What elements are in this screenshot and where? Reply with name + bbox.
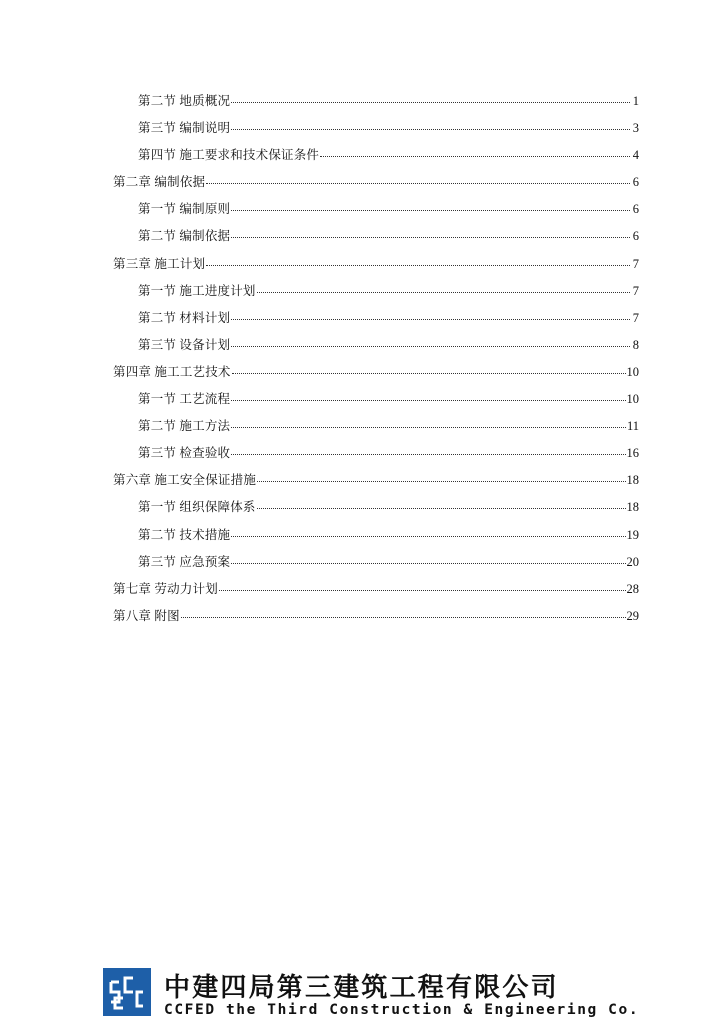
toc-page-number: 28 — [626, 581, 639, 596]
toc-page-number: 11 — [626, 419, 639, 434]
toc-page-number: 6 — [632, 229, 639, 244]
toc-dot-leader — [206, 265, 630, 266]
toc-dot-leader — [231, 536, 625, 537]
toc-dot-leader — [231, 210, 630, 211]
toc-entry-label: 第一节 工艺流程 — [138, 392, 231, 407]
toc-section-row[interactable] — [113, 443, 639, 470]
toc-dot-leader — [181, 617, 626, 618]
company-name-chinese: 中建四局第三建筑工程有限公司 — [164, 973, 559, 1003]
toc-entry-label: 第六章 施工安全保证措施 — [113, 473, 257, 488]
toc-section-row[interactable] — [113, 199, 639, 226]
toc-page-number: 6 — [632, 175, 639, 190]
toc-page-number: 6 — [632, 202, 639, 217]
toc-dot-leader — [257, 481, 625, 482]
toc-dot-leader — [257, 292, 630, 293]
toc-page-number: 7 — [632, 256, 639, 271]
toc-entry-label: 第二节 技术措施 — [138, 527, 231, 542]
toc-dot-leader — [232, 373, 626, 374]
toc-dot-leader — [231, 400, 625, 401]
toc-dot-leader — [231, 129, 630, 130]
cscec-logo-icon — [103, 968, 151, 1016]
toc-page-number: 7 — [632, 283, 639, 298]
toc-entry-label: 第三节 设备计划 — [138, 337, 231, 352]
toc-entry-label: 第四节 施工要求和技术保证条件 — [138, 148, 320, 163]
toc-page-number: 10 — [626, 392, 639, 407]
toc-entry-label: 第三章 施工计划 — [113, 256, 206, 271]
toc-page-number: 20 — [626, 554, 639, 569]
toc-page-number: 8 — [632, 337, 639, 352]
toc-entry-label: 第二节 材料计划 — [138, 310, 231, 325]
toc-section-row[interactable] — [113, 118, 639, 145]
toc-chapter-row[interactable] — [113, 606, 639, 633]
toc-entry-label: 第四章 施工工艺技术 — [113, 364, 231, 379]
toc-page-number: 10 — [626, 364, 639, 379]
toc-dot-leader — [231, 563, 625, 564]
toc-section-row[interactable] — [113, 525, 639, 552]
toc-dot-leader — [231, 319, 630, 320]
toc-section-row[interactable] — [113, 389, 639, 416]
toc-page-number: 18 — [626, 473, 639, 488]
toc-entry-label: 第三节 编制说明 — [138, 121, 231, 136]
toc-chapter-row[interactable] — [113, 172, 639, 199]
toc-section-row[interactable] — [113, 91, 639, 118]
toc-section-row[interactable] — [113, 335, 639, 362]
toc-dot-leader — [257, 508, 626, 509]
company-footer — [100, 966, 640, 1024]
toc-section-row[interactable] — [113, 416, 639, 443]
toc-page-number: 4 — [632, 148, 639, 163]
toc-dot-leader — [231, 454, 625, 455]
toc-section-row[interactable] — [113, 145, 639, 172]
toc-entry-label: 第八章 附图 — [113, 608, 180, 623]
toc-chapter-row[interactable] — [113, 362, 639, 389]
toc-entry-label: 第一节 施工进度计划 — [138, 283, 256, 298]
toc-page-number: 18 — [626, 500, 639, 515]
toc-page-number: 3 — [632, 121, 639, 136]
toc-dot-leader — [320, 156, 630, 157]
toc-entry-label: 第三节 应急预案 — [138, 554, 231, 569]
toc-section-row[interactable] — [113, 226, 639, 253]
toc-chapter-row[interactable] — [113, 254, 639, 281]
toc-chapter-row[interactable] — [113, 470, 639, 497]
toc-page-number: 19 — [626, 527, 639, 542]
toc-section-row[interactable] — [113, 308, 639, 335]
company-name-english: CCFED the Third Construction & Engineering Co. — [164, 1002, 640, 1018]
toc-entry-label: 第一节 组织保障体系 — [138, 500, 256, 515]
toc-section-row[interactable] — [113, 497, 639, 524]
table-of-contents — [113, 91, 639, 633]
toc-entry-label: 第三节 检查验收 — [138, 446, 231, 461]
toc-entry-label: 第二章 编制依据 — [113, 175, 206, 190]
toc-page-number: 29 — [626, 608, 639, 623]
toc-dot-leader — [206, 183, 630, 184]
toc-entry-label: 第七章 劳动力计划 — [113, 581, 218, 596]
toc-entry-label: 第二节 编制依据 — [138, 229, 231, 244]
toc-page-number: 1 — [632, 94, 639, 108]
toc-dot-leader — [219, 590, 626, 591]
toc-section-row[interactable] — [113, 552, 639, 579]
toc-entry-label: 第二节 施工方法 — [138, 419, 231, 434]
toc-page-number: 7 — [632, 310, 639, 325]
toc-section-row[interactable] — [113, 281, 639, 308]
toc-dot-leader — [231, 427, 626, 428]
toc-page-number: 16 — [626, 446, 639, 461]
toc-chapter-row[interactable] — [113, 579, 639, 606]
toc-dot-leader — [231, 346, 630, 347]
toc-dot-leader — [231, 102, 630, 103]
toc-dot-leader — [231, 237, 630, 238]
toc-entry-label: 第二节 地质概况 — [138, 94, 231, 108]
toc-entry-label: 第一节 编制原则 — [138, 202, 231, 217]
